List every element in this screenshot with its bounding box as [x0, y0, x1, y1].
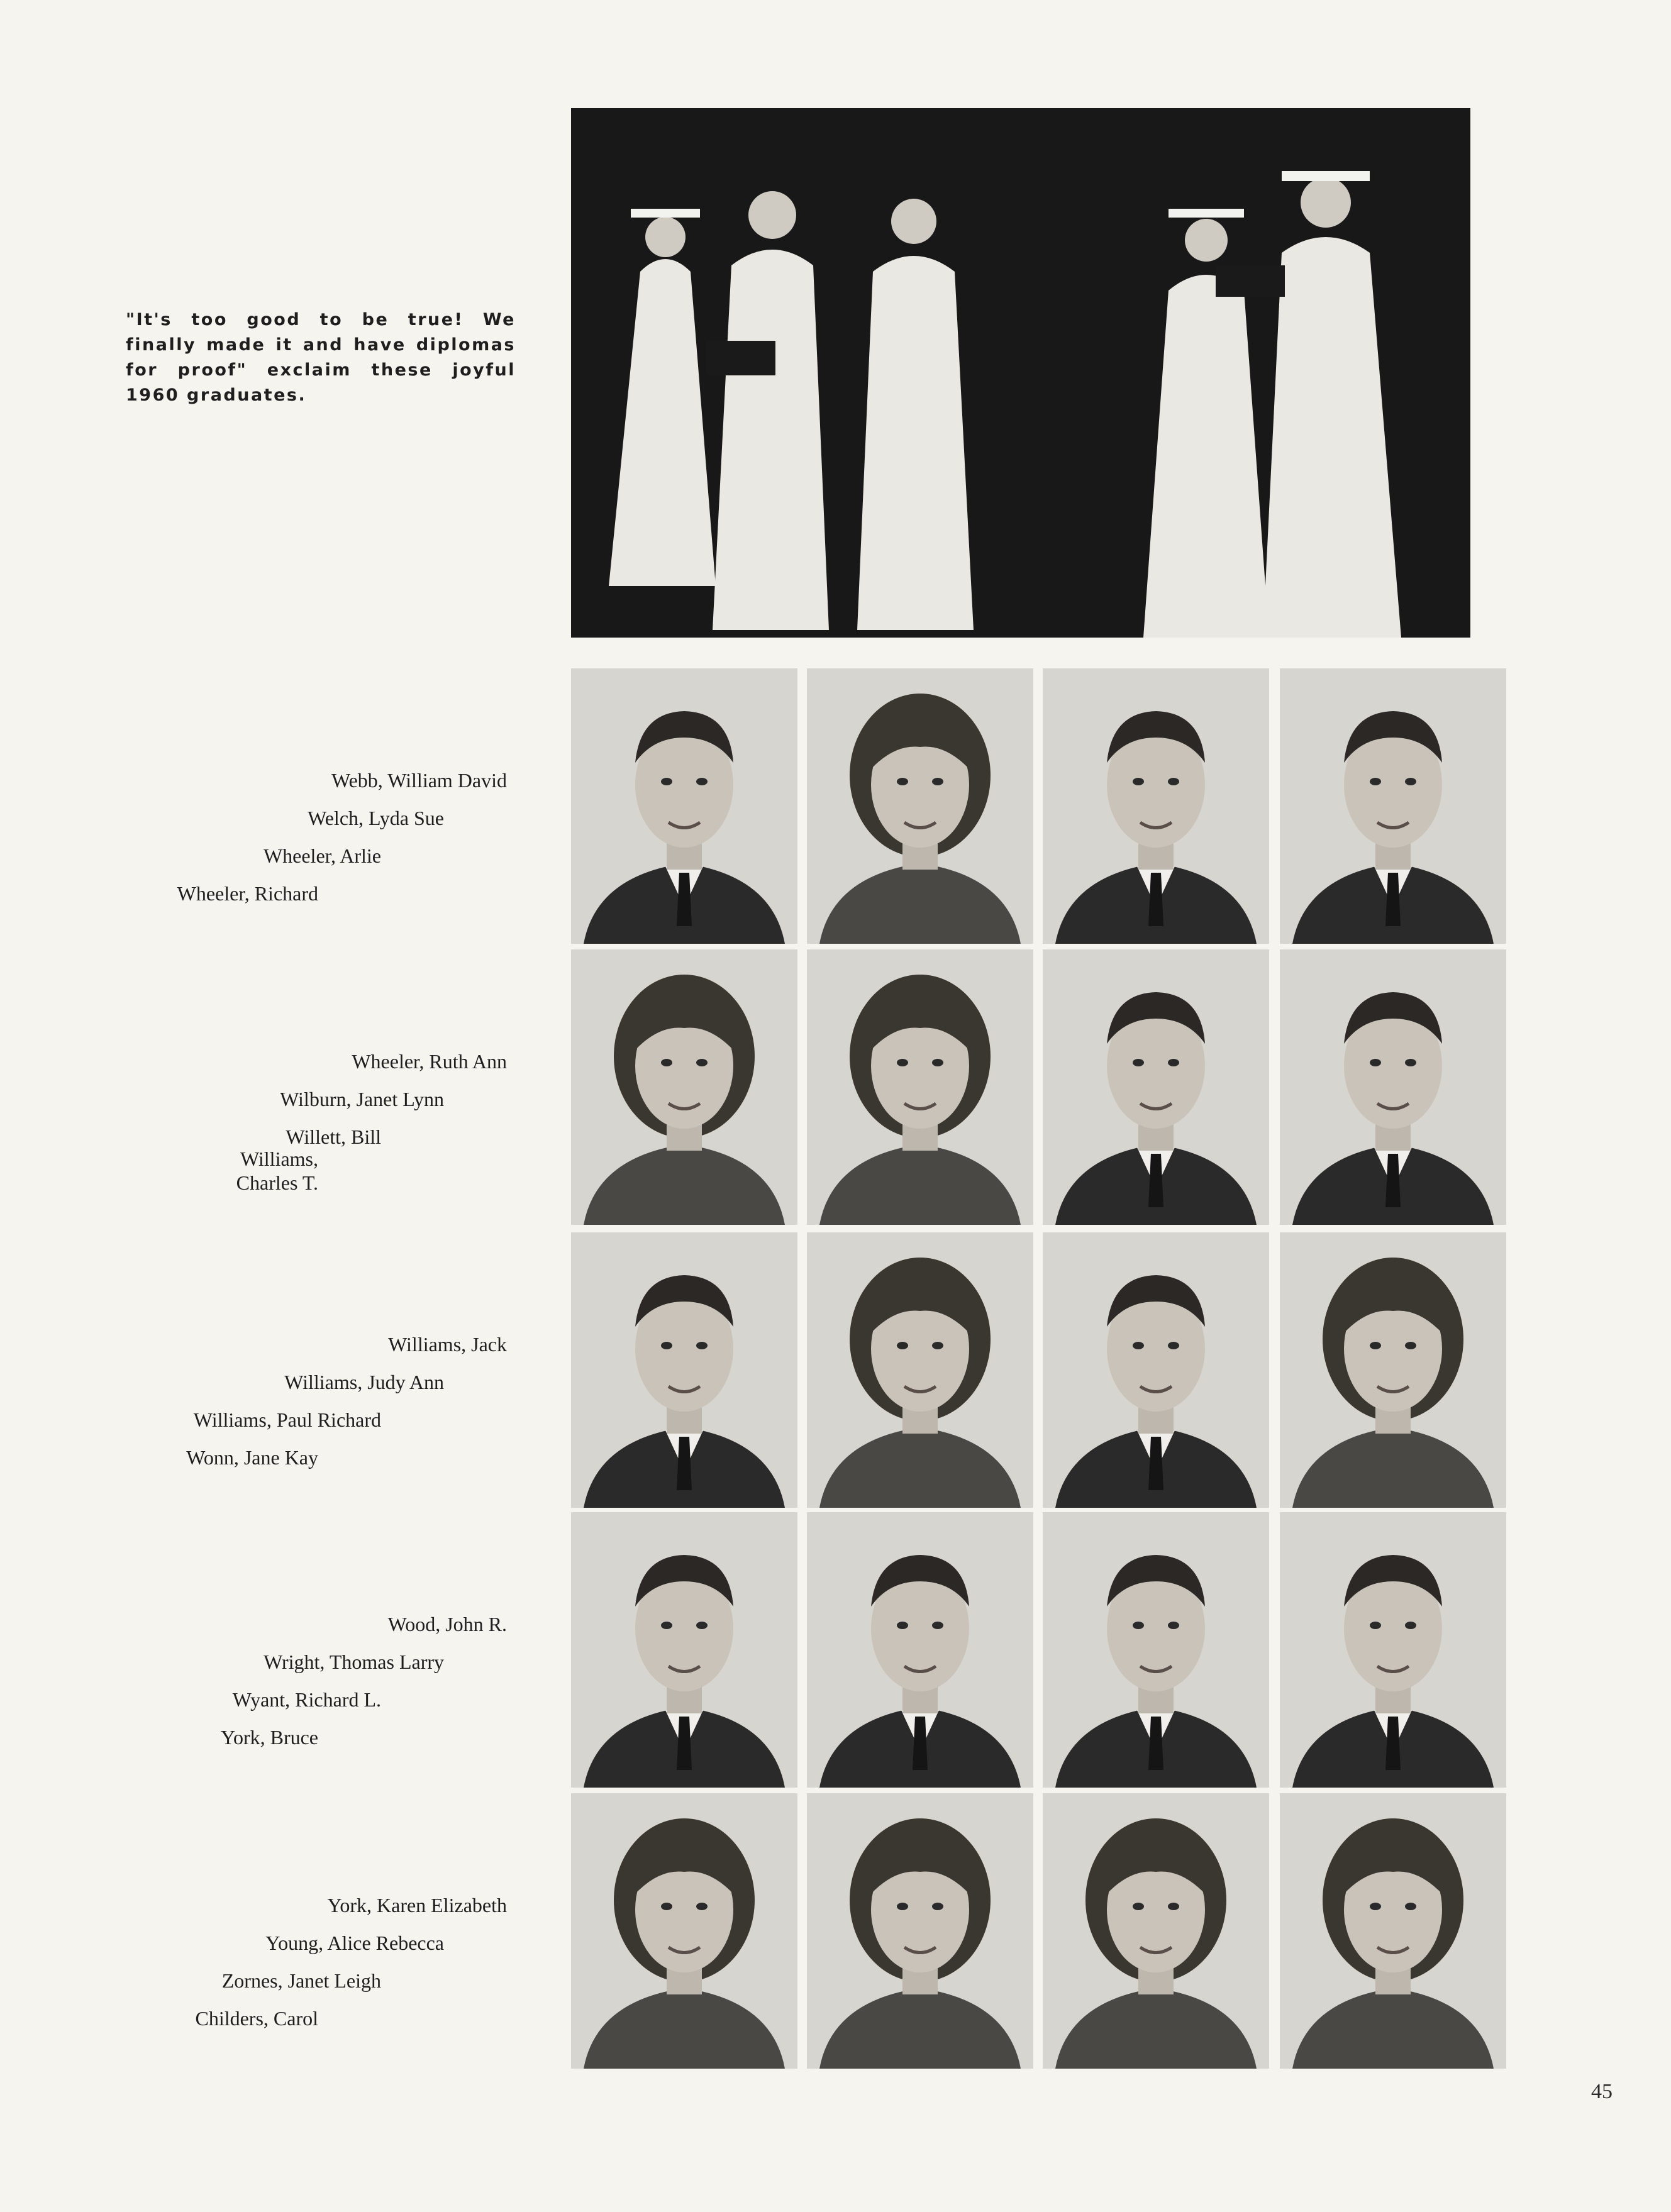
student-name-line: Charles T.	[236, 1171, 318, 1194]
student-name: Wilburn, Janet Lynn	[280, 1088, 444, 1110]
student-name: Zornes, Janet Leigh	[221, 1969, 381, 1992]
student-name: Young, Alice Rebecca	[265, 1932, 444, 1954]
student-portrait	[571, 1232, 797, 1508]
student-portrait	[1280, 1793, 1506, 2069]
student-name: Childers, Carol	[195, 2007, 318, 2030]
student-name	[236, 1147, 318, 1195]
name-list-row-1	[0, 668, 516, 944]
student-name: Webb, William David	[331, 769, 507, 792]
student-portrait	[1280, 949, 1506, 1225]
photo-caption: "It's too good to be true! We finally made it and have diplomas for proof" exclaim these joyful 1960 graduates.	[126, 310, 516, 405]
student-portrait	[1280, 668, 1506, 944]
student-portrait	[1043, 1793, 1269, 2069]
student-portrait	[807, 1793, 1033, 2069]
student-name: Williams, Judy Ann	[284, 1371, 444, 1393]
student-portrait	[807, 949, 1033, 1225]
name-list-row-3	[0, 1232, 516, 1508]
page-number: 45	[1591, 2080, 1613, 2103]
student-portrait	[571, 949, 797, 1225]
student-portrait	[1280, 1232, 1506, 1508]
student-name: Willett, Bill	[286, 1125, 381, 1148]
student-portrait	[1043, 949, 1269, 1225]
student-name: York, Bruce	[221, 1726, 318, 1749]
student-name: Wheeler, Arlie	[263, 844, 381, 867]
student-name: Wyant, Richard L.	[232, 1688, 381, 1711]
student-name: Welch, Lyda Sue	[308, 807, 444, 829]
student-portrait	[571, 668, 797, 944]
student-portrait	[807, 1232, 1033, 1508]
name-list-row-4	[0, 1512, 516, 1788]
student-portrait	[807, 668, 1033, 944]
student-name: Wheeler, Richard	[177, 882, 318, 905]
student-portrait	[807, 1512, 1033, 1788]
graduates-group-photo	[571, 108, 1470, 638]
student-name: Williams, Paul Richard	[193, 1408, 381, 1431]
student-portrait	[1280, 1512, 1506, 1788]
student-name: Wright, Thomas Larry	[264, 1651, 444, 1673]
student-portrait	[1043, 1512, 1269, 1788]
student-portrait	[1043, 668, 1269, 944]
student-portrait	[571, 1512, 797, 1788]
student-name: Wonn, Jane Kay	[186, 1446, 318, 1469]
student-name-line: Williams,	[240, 1147, 318, 1170]
name-list-row-5	[0, 1793, 516, 2069]
student-portrait	[1043, 1232, 1269, 1508]
student-name: Wheeler, Ruth Ann	[352, 1050, 507, 1073]
name-list-row-2	[0, 949, 516, 1225]
student-name: Williams, Jack	[388, 1333, 507, 1356]
student-portrait	[571, 1793, 797, 2069]
student-name: York, Karen Elizabeth	[327, 1894, 507, 1916]
student-name: Wood, John R.	[387, 1613, 507, 1635]
